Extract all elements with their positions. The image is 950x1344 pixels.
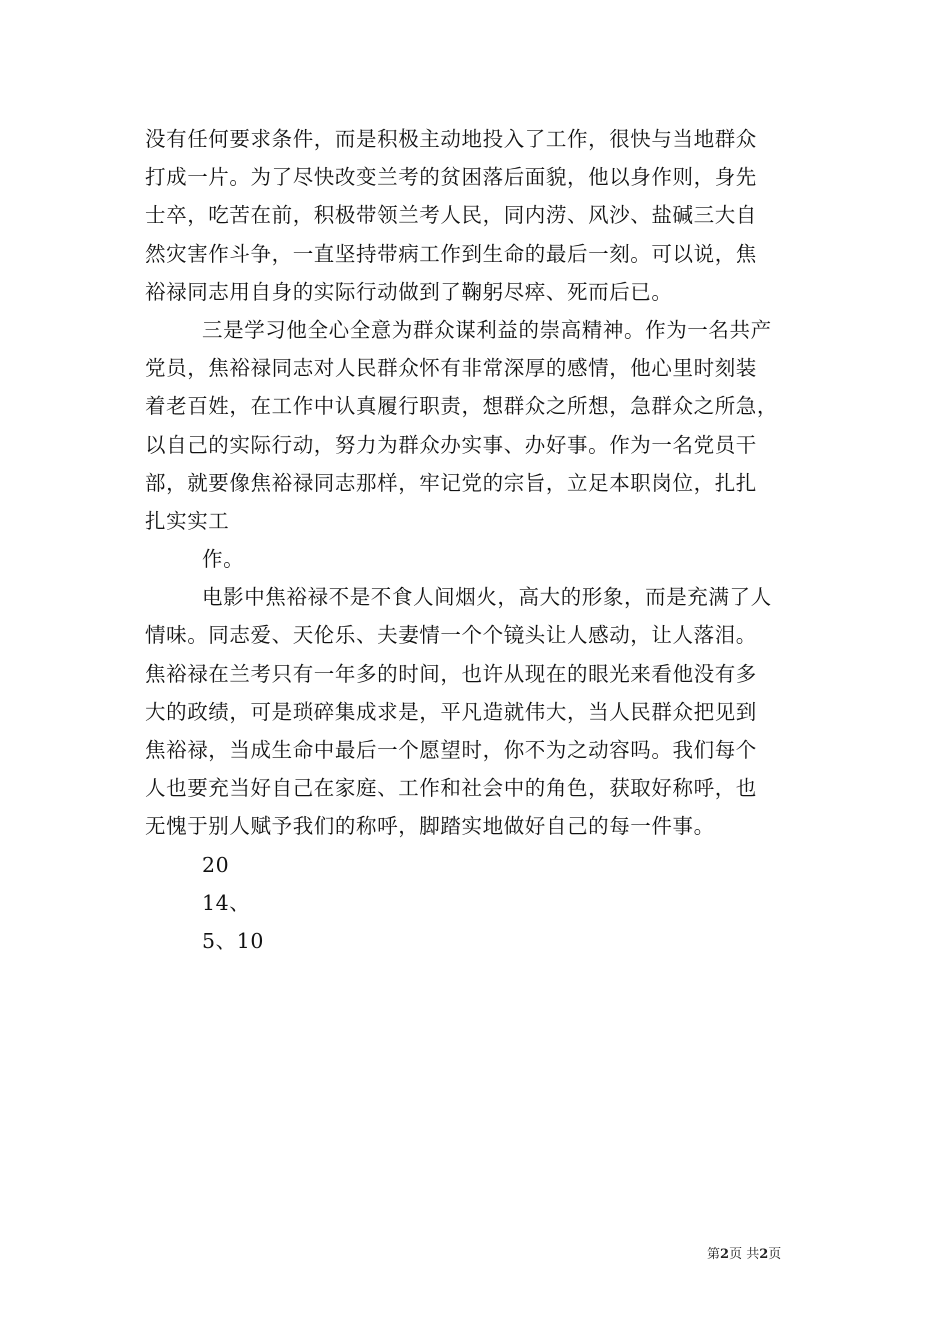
date-fragment: 20 <box>202 852 230 877</box>
text-line: 士卒，吃苦在前，积极带领兰考人民，同内涝、风沙、盐碱三大自 <box>145 203 757 228</box>
text-line: 大的政绩，可是琐碎集成求是，平凡造就伟大，当人民群众把见到 <box>145 699 757 724</box>
text-line: 电影中焦裕禄不是不食人间烟火，高大的形象，而是充满了人 <box>202 585 772 610</box>
text-line: 党员，焦裕禄同志对人民群众怀有非常深厚的感情，他心里时刻装 <box>145 356 757 381</box>
body-text <box>145 120 825 960</box>
footer-prefix: 第 <box>707 1247 721 1262</box>
footer-suffix: 页 <box>768 1247 782 1262</box>
date-fragment: 5、10 <box>202 928 265 953</box>
date-fragment: 14、 <box>202 890 251 915</box>
text-line: 焦裕禄在兰考只有一年多的时间，也许从现在的眼光来看他没有多 <box>145 661 757 686</box>
text-line: 焦裕禄，当成生命中最后一个愿望时，你不为之动容吗。我们每个 <box>145 738 757 762</box>
text-line: 裕禄同志用自身的实际行动做到了鞠躬尽瘁、死而后已。 <box>145 279 673 304</box>
text-line: 打成一片。为了尽快改变兰考的贫困落后面貌，他以身作则，身先 <box>145 165 757 190</box>
text-line: 三是学习他全心全意为群众谋利益的崇高精神。作为一名共产 <box>202 317 772 342</box>
text-line: 作。 <box>202 547 245 572</box>
text-line: 着老百姓，在工作中认真履行职责，想群众之所想，急群众之所急， <box>145 394 778 419</box>
text-line: 扎实实工 <box>145 508 230 533</box>
text-line: 无愧于别人赋予我们的称呼，脚踏实地做好自己的每一件事。 <box>145 814 715 839</box>
current-page-number: 2 <box>720 1247 730 1262</box>
page-footer <box>707 1246 781 1264</box>
text-line: 没有任何要求条件，而是积极主动地投入了工作，很快与当地群众 <box>145 127 757 151</box>
text-line: 然灾害作斗争，一直坚持带病工作到生命的最后一刻。可以说，焦 <box>145 241 757 266</box>
text-line: 以自己的实际行动，努力为群众办实事、办好事。作为一名党员干 <box>145 432 757 457</box>
text-line: 情味。同志爱、天伦乐、夫妻情一个个镜头让人感动，让人落泪。 <box>145 623 757 648</box>
text-line: 人也要充当好自己在家庭、工作和社会中的角色，获取好称呼，也 <box>145 776 757 801</box>
footer-middle: 页 共 <box>729 1247 760 1262</box>
text-line: 部，就要像焦裕禄同志那样，牢记党的宗旨，立足本职岗位，扎扎 <box>145 470 757 495</box>
total-page-number: 2 <box>759 1247 769 1262</box>
